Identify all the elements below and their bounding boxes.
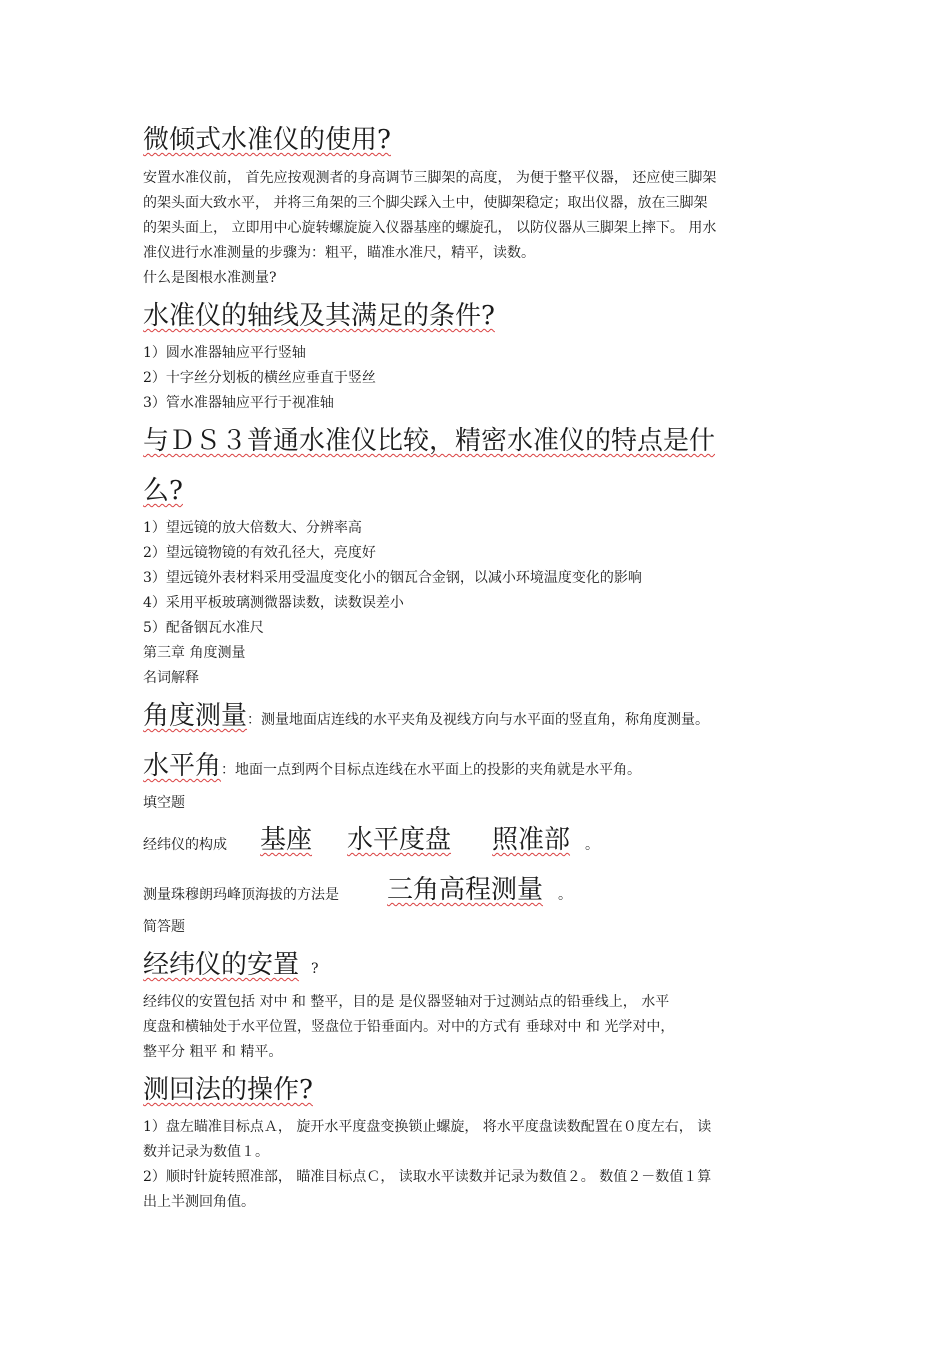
q5-line-2: 数并记录为数值１。 bbox=[143, 1144, 269, 1160]
q4-line-3: 整平分 粗平 和 精平。 bbox=[143, 1044, 283, 1060]
q2-item-1: 1）圆水准器轴应平行竖轴 bbox=[143, 345, 306, 361]
q1-title: 微倾式水准仪的使用? bbox=[143, 125, 391, 155]
q4-title: 经纬仪的安置 ? bbox=[143, 950, 319, 980]
fill1-end: 。 bbox=[585, 837, 599, 853]
q5-title: 测回法的操作? bbox=[143, 1075, 313, 1105]
q2-item-2: 2）十字丝分划板的横丝应垂直于竖丝 bbox=[143, 370, 376, 386]
q1-line-5: 什么是图根水准测量? bbox=[143, 270, 277, 286]
q2-title: 水准仪的轴线及其满足的条件? bbox=[143, 301, 495, 331]
q3-item-1: 1）望远镜的放大倍数大、分辨率高 bbox=[143, 520, 362, 536]
q5-line-1: 1）盘左瞄准目标点Ａ， 旋开水平度盘变换锁止螺旋， 将水平度盘读数配置在０度左右， 读 bbox=[143, 1119, 712, 1135]
q1-line-4: 准仪进行水准测量的步骤为：粗平，瞄准水准尺，精平，读数。 bbox=[143, 245, 535, 261]
q1-line-3: 的架头面上， 立即用中心旋转螺旋旋入仪器基座的螺旋孔， 以防仪器从三脚架上摔下。 用水 bbox=[143, 220, 717, 236]
q4-line-1: 经纬仪的安置包括 对中 和 整平，目的是 是仪器竖轴对于过测站点的铅垂线上， 水平 bbox=[143, 994, 670, 1010]
q5-line-4: 出上半测回角值。 bbox=[143, 1194, 255, 1210]
q3-title-line2: 么? bbox=[143, 476, 183, 506]
q3-item-4: 4）采用平板玻璃测微器读数，读数误差小 bbox=[143, 595, 404, 611]
q1-line-2: 的架头面大致水平， 并将三角架的三个脚尖踩入土中，使脚架稳定；取出仪器，放在三脚架 bbox=[143, 195, 708, 211]
term-horizontal-angle-word: 水平角 bbox=[143, 751, 222, 781]
term-angle-measurement-def: ：测量地面店连线的水平夹角及视线方向与水平面的竖直角，称角度测量。 bbox=[247, 712, 710, 728]
q5-line-3: 2）顺时针旋转照准部， 瞄准目标点Ｃ， 读取水平读数并记录为数值２。 数值２－数值１算 bbox=[143, 1169, 712, 1185]
term-horizontal-angle bbox=[143, 750, 641, 782]
q3-title-line1: 与ＤＳ３普通水准仪比较，精密水准仪的特点是什 bbox=[143, 426, 716, 456]
fill2-answer-1: 三角高程测量 bbox=[387, 875, 544, 905]
term-horizontal-angle-def: ：地面一点到两个目标点连线在水平面上的投影的夹角就是水平角。 bbox=[221, 762, 642, 778]
fill2-label: 测量珠穆朗玛峰顶海拔的方法是 bbox=[143, 887, 339, 903]
fill1-answer-2: 水平度盘 bbox=[347, 825, 452, 855]
q4-line-2: 度盘和横轴处于水平位置，竖盘位于铅垂面内。对中的方式有 垂球对中 和 光学对中， bbox=[143, 1019, 675, 1035]
term-angle-measurement bbox=[143, 700, 709, 732]
fill1-answer-1: 基座 bbox=[260, 825, 313, 855]
fill1-label: 经纬仪的构成 bbox=[143, 837, 227, 853]
q3-item-3: 3）望远镜外表材料采用受温度变化小的铟瓦合金钢，以减小环境温度变化的影响 bbox=[143, 570, 642, 586]
short-answer-heading: 简答题 bbox=[143, 919, 185, 935]
q3-item-2: 2）望远镜物镜的有效孔径大，亮度好 bbox=[143, 545, 376, 561]
chapter-heading: 第三章 角度测量 bbox=[143, 645, 246, 661]
q2-item-3: 3）管水准器轴应平行于视准轴 bbox=[143, 395, 334, 411]
fill1-answer-3: 照准部 bbox=[492, 825, 571, 855]
fill-heading: 填空题 bbox=[143, 795, 185, 811]
term-angle-measurement-word: 角度测量 bbox=[143, 701, 248, 731]
terms-heading: 名词解释 bbox=[143, 670, 199, 686]
fill2-end: 。 bbox=[558, 887, 572, 903]
q1-line-1: 安置水准仪前， 首先应按观测者的身高调节三脚架的高度， 为便于整平仪器， 还应使三脚架 bbox=[143, 170, 717, 186]
q3-item-5: 5）配备铟瓦水准尺 bbox=[143, 620, 264, 636]
